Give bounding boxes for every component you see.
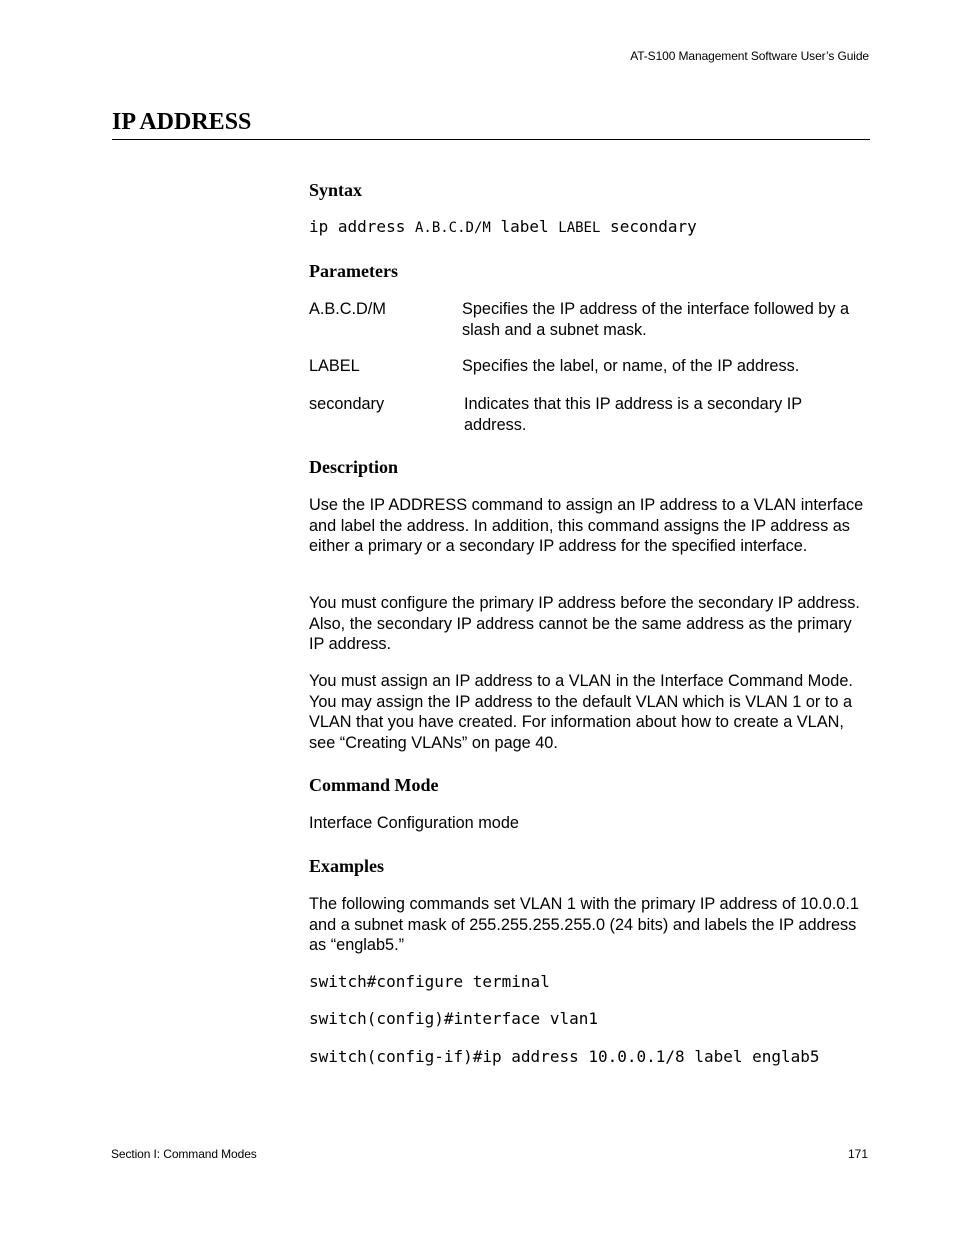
command-mode-text: Interface Configuration mode — [309, 814, 519, 832]
description-heading: Description — [309, 457, 398, 477]
param-description: Indicates that this IP address is a secondary IP address. — [464, 395, 802, 434]
example-command: switch(config)#interface vlan1 — [309, 1009, 598, 1028]
syntax-var-address: A.B.C.D/M — [414, 220, 491, 236]
description-paragraph: You must assign an IP address to a VLAN in the Interface Command Mode. You may assign the IP address to the default VLAN which is VLAN 1 or to a VLAN that you have created. For information about how to create a VLAN, see “Creating VLANs” on page 40. — [309, 672, 853, 752]
example-command: switch(config-if)#ip address 10.0.0.1/8 label englab5 — [309, 1047, 820, 1066]
running-header: AT-S100 Management Software User’s Guide — [630, 49, 869, 63]
param-description: Specifies the label, or name, of the IP address. — [462, 357, 800, 375]
title-divider — [112, 139, 870, 140]
footer-page-number: 171 — [847, 1147, 868, 1161]
param-description: Specifies the IP address of the interface followed by a slash and a subnet mask. — [462, 300, 850, 339]
syntax-heading: Syntax — [309, 180, 363, 200]
syntax-keyword-secondary: secondary — [600, 217, 697, 236]
footer-section: Section I: Command Modes — [111, 1147, 257, 1161]
param-name: A.B.C.D/M — [309, 300, 386, 318]
examples-heading: Examples — [309, 856, 385, 876]
syntax-var-label: LABEL — [558, 220, 601, 236]
param-name: secondary — [309, 395, 385, 413]
example-command: switch#configure terminal — [309, 972, 550, 991]
syntax-keyword-label: label — [490, 217, 559, 236]
syntax-code — [309, 217, 697, 238]
param-name: LABEL — [309, 357, 360, 375]
syntax-command: ip address — [309, 217, 415, 236]
page-title: IP ADDRESS — [112, 109, 252, 135]
parameters-heading: Parameters — [309, 261, 398, 281]
description-paragraph: You must configure the primary IP address before the secondary IP address. Also, the secondary IP address cannot be the same address as the primary IP address. — [309, 594, 860, 653]
examples-intro: The following commands set VLAN 1 with the primary IP address of 10.0.0.1 and a subnet mask of 255.255.255.255.0 (24 bits) and labels the IP address as “englab5.” — [309, 895, 859, 954]
command-mode-heading: Command Mode — [309, 775, 439, 795]
description-paragraph: Use the IP ADDRESS command to assign an IP address to a VLAN interface and label the address. In addition, this command assigns the IP address as either a primary or a secondary IP address for the specified interface. — [309, 496, 864, 555]
